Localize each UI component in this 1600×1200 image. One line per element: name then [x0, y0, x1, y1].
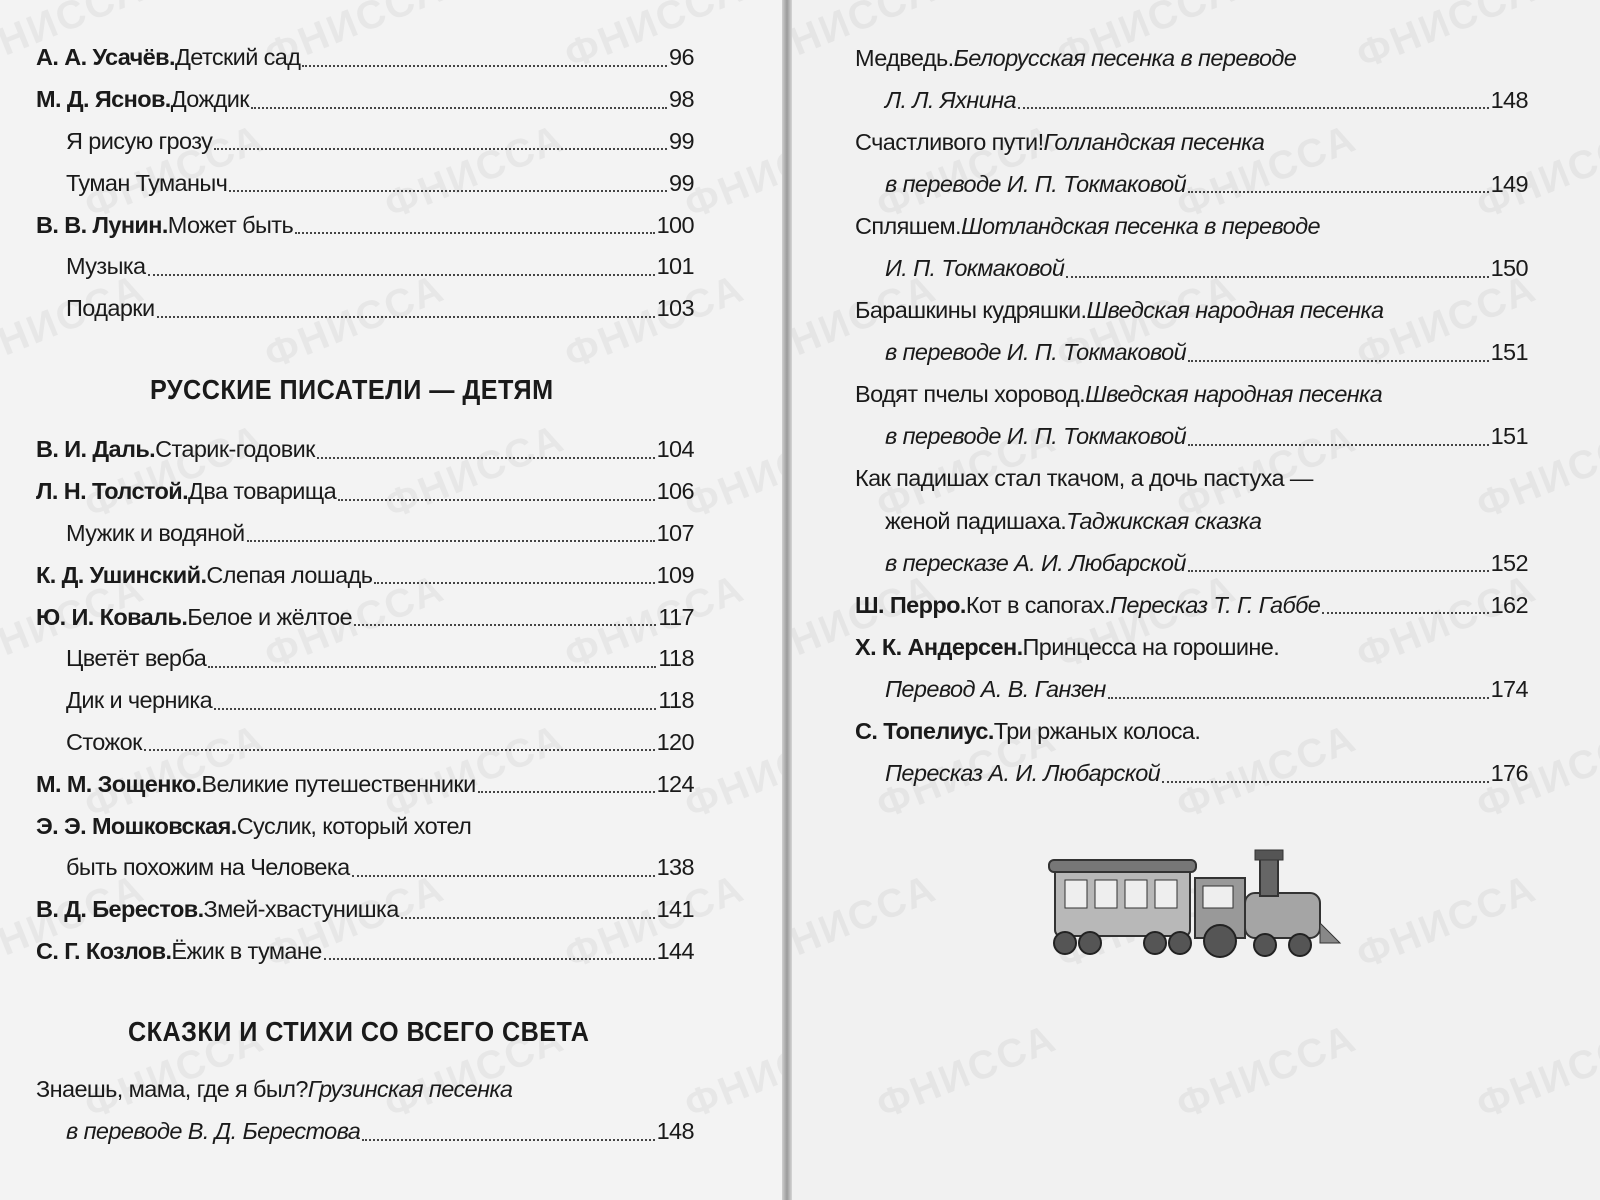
toc-author: Л. Н. Толстой. — [36, 478, 189, 505]
toc-entry — [36, 79, 694, 121]
toc-entry — [855, 332, 1528, 374]
dot-leader — [352, 875, 655, 877]
toc-author: В. И. Даль. — [36, 436, 156, 463]
toc-page-number: 148 — [656, 1118, 694, 1145]
toc-section-2 — [36, 429, 694, 972]
toc-page-number: 176 — [1490, 760, 1528, 787]
toc-title: Знаешь, мама, где я был? — [36, 1076, 308, 1103]
toc-page-number: 118 — [658, 645, 694, 672]
toc-title: Спляшем. — [855, 212, 961, 239]
toc-entry — [855, 247, 1528, 289]
toc-title: Слепая лошадь — [206, 561, 373, 588]
toc-section-right — [855, 37, 1528, 795]
toc-entry — [36, 513, 694, 555]
dot-leader — [229, 190, 667, 192]
toc-title: Три ржаных колоса. — [993, 718, 1201, 745]
toc-note: Шведская народная песенка — [1085, 381, 1383, 408]
toc-author: М. Д. Яснов. — [36, 86, 171, 113]
dot-leader — [1188, 570, 1489, 572]
toc-entry — [855, 416, 1528, 458]
dot-leader — [208, 666, 656, 668]
section-heading-russian-writers: РУССКИЕ ПИСАТЕЛИ — ДЕТЯМ — [150, 374, 554, 405]
toc-title: Стожок — [66, 728, 142, 755]
toc-title: Детский сад — [174, 44, 301, 71]
toc-page-number: 118 — [658, 687, 694, 714]
left-page — [0, 0, 782, 1200]
toc-page-number: 174 — [1490, 675, 1528, 702]
toc-page-number: 99 — [669, 169, 694, 196]
dot-leader — [401, 917, 655, 919]
toc-title: Два товарища — [188, 478, 337, 505]
toc-title: Дождик — [170, 86, 249, 113]
toc-title: Цветёт верба — [66, 645, 207, 672]
dot-leader — [148, 274, 655, 276]
toc-entry — [36, 889, 694, 931]
dot-leader — [214, 148, 667, 150]
watermark — [870, 1016, 1063, 1129]
dot-leader — [1066, 276, 1488, 278]
toc-entry — [855, 79, 1528, 121]
toc-page-number: 103 — [656, 295, 694, 322]
toc-note: в переводе И. П. Токмаковой — [885, 170, 1187, 197]
watermark — [792, 866, 943, 979]
toc-title: Как падишах стал ткачом, а дочь пастуха — — [855, 465, 1313, 492]
toc-page-number: 117 — [658, 603, 694, 630]
toc-entry — [36, 680, 694, 722]
toc-title: женой падишаха. — [885, 507, 1067, 534]
toc-entry — [36, 638, 694, 680]
toc-note: Шотландская песенка в переводе — [960, 212, 1320, 239]
toc-author: Ю. И. Коваль. — [36, 603, 188, 630]
toc-title: Ёжик в тумане — [171, 937, 322, 964]
toc-author: В. В. Лунин. — [36, 211, 168, 238]
dot-leader — [295, 232, 654, 234]
toc-entry — [855, 584, 1528, 626]
toc-author: В. Д. Берестов. — [36, 896, 204, 923]
toc-entry — [855, 753, 1528, 795]
toc-author: Э. Э. Мошковская. — [36, 812, 237, 839]
toc-author: Х. К. Андерсен. — [855, 633, 1023, 660]
right-page — [792, 0, 1600, 1200]
toc-page-number: 152 — [1490, 549, 1528, 576]
toc-page-number: 124 — [656, 770, 694, 797]
toc-entry — [36, 847, 694, 889]
toc-title: Суслик, который хотел — [236, 812, 472, 839]
watermark — [1350, 866, 1543, 979]
toc-page-number: 120 — [656, 728, 694, 755]
toc-title: Счастливого пути! — [855, 128, 1044, 155]
watermark — [1170, 1016, 1363, 1129]
toc-entry — [855, 711, 1528, 753]
toc-title: Дик и черника — [66, 687, 213, 714]
toc-entry — [36, 288, 694, 330]
toc-entry — [36, 471, 694, 513]
toc-entry — [36, 722, 694, 764]
toc-note: Перевод А. В. Ганзен — [885, 675, 1106, 702]
toc-entry — [855, 163, 1528, 205]
toc-page-number: 141 — [656, 896, 694, 923]
toc-entry — [855, 37, 1528, 79]
toc-entry — [855, 500, 1528, 542]
book-gutter — [782, 0, 792, 1200]
toc-title: Кот в сапогах. — [965, 591, 1110, 618]
dot-leader — [144, 749, 655, 751]
section-heading-world-tales: СКАЗКИ И СТИХИ СО ВСЕГО СВЕТА — [128, 1016, 590, 1047]
toc-entry — [36, 596, 694, 638]
toc-title: Я рисую грозу — [66, 127, 213, 154]
toc-note: Пересказ Т. Г. Габбе — [1110, 591, 1321, 618]
toc-page-number: 106 — [656, 478, 694, 505]
dot-leader — [478, 791, 655, 793]
toc-note: в переводе И. П. Токмаковой — [885, 339, 1187, 366]
toc-page-number: 107 — [656, 519, 694, 546]
dot-leader — [1108, 697, 1489, 699]
toc-page-number: 96 — [669, 44, 694, 71]
toc-title: Старик-годовик — [155, 436, 315, 463]
toc-page-number: 150 — [1490, 255, 1528, 282]
toc-page-number: 144 — [656, 937, 694, 964]
toc-title: Музыка — [66, 253, 146, 280]
toc-entry — [36, 204, 694, 246]
dot-leader — [1188, 360, 1489, 362]
toc-author: А. А. Усачёв. — [36, 44, 175, 71]
watermark — [1470, 1016, 1600, 1129]
toc-section-3 — [36, 1069, 694, 1153]
dot-leader — [362, 1139, 654, 1141]
toc-title: Может быть — [167, 211, 294, 238]
dot-leader — [214, 708, 656, 710]
dot-leader — [1322, 612, 1488, 614]
toc-note: в переводе В. Д. Берестова — [66, 1118, 361, 1145]
toc-page-number: 101 — [656, 253, 694, 280]
toc-entry — [36, 763, 694, 805]
toc-author: М. М. Зощенко. — [36, 770, 202, 797]
toc-entry — [36, 1111, 694, 1153]
toc-entry — [855, 121, 1528, 163]
toc-title: Туман Туманыч — [66, 169, 228, 196]
train-illustration — [1045, 848, 1345, 963]
dot-leader — [324, 958, 655, 960]
toc-author: С. Г. Козлов. — [36, 937, 172, 964]
toc-note: Шведская народная песенка — [1086, 297, 1384, 324]
toc-page-number: 98 — [669, 86, 694, 113]
dot-leader — [1188, 191, 1489, 193]
toc-entry — [36, 37, 694, 79]
toc-entry — [855, 458, 1528, 500]
dot-leader — [251, 107, 667, 109]
toc-author: Ш. Перро. — [855, 591, 966, 618]
toc-entry — [36, 121, 694, 163]
dot-leader — [317, 457, 655, 459]
toc-page-number: 138 — [656, 854, 694, 881]
toc-note: в переводе И. П. Токмаковой — [885, 423, 1187, 450]
toc-title: Медведь. — [855, 44, 954, 71]
toc-entry — [36, 805, 694, 847]
toc-page-number: 109 — [656, 561, 694, 588]
toc-title: Мужик и водяной — [66, 519, 245, 546]
dot-leader — [157, 316, 655, 318]
toc-note: Грузинская песенка — [307, 1076, 513, 1103]
toc-entry — [855, 542, 1528, 584]
dot-leader — [338, 499, 655, 501]
toc-page-number: 149 — [1490, 170, 1528, 197]
toc-note: И. П. Токмаковой — [885, 255, 1065, 282]
toc-page-number: 99 — [669, 127, 694, 154]
toc-page-number: 148 — [1490, 86, 1528, 113]
toc-title: Водят пчелы хоровод. — [855, 381, 1086, 408]
toc-entry — [855, 205, 1528, 247]
toc-entry — [855, 668, 1528, 710]
toc-title: Подарки — [66, 295, 155, 322]
toc-title: Белое и жёлтое — [187, 603, 353, 630]
toc-entry — [855, 290, 1528, 332]
dot-leader — [354, 624, 656, 626]
toc-entry — [36, 931, 694, 973]
toc-section-1 — [36, 37, 694, 330]
toc-title: Принцесса на горошине. — [1022, 633, 1280, 660]
toc-author: С. Топелиус. — [855, 718, 994, 745]
toc-page-number: 151 — [1490, 339, 1528, 366]
toc-title: Великие путешественники — [201, 770, 476, 797]
dot-leader — [1188, 444, 1489, 446]
toc-entry — [855, 626, 1528, 668]
toc-entry — [855, 374, 1528, 416]
toc-page-number: 162 — [1490, 591, 1528, 618]
toc-author: К. Д. Ушинский. — [36, 561, 207, 588]
dot-leader — [1018, 107, 1489, 109]
toc-note: Л. Л. Яхнина — [885, 86, 1016, 113]
toc-entry — [36, 1069, 694, 1111]
dot-leader — [1162, 781, 1488, 783]
toc-entry — [36, 429, 694, 471]
toc-note: Белорусская песенка в переводе — [953, 44, 1297, 71]
toc-page-number: 104 — [656, 436, 694, 463]
toc-note: Пересказ А. И. Любарской — [885, 760, 1161, 787]
toc-title: Барашкины кудряшки. — [855, 297, 1087, 324]
toc-entry — [36, 554, 694, 596]
toc-note: Голландская песенка — [1043, 128, 1265, 155]
dot-leader — [374, 582, 654, 584]
toc-entry — [36, 246, 694, 288]
toc-page-number: 151 — [1490, 423, 1528, 450]
toc-page-number: 100 — [656, 211, 694, 238]
dot-leader — [302, 65, 667, 67]
toc-note: Таджикская сказка — [1066, 507, 1262, 534]
toc-note: в пересказе А. И. Любарской — [885, 549, 1186, 576]
toc-entry — [36, 162, 694, 204]
dot-leader — [247, 540, 655, 542]
toc-title: Змей-хвастунишка — [203, 896, 399, 923]
toc-title: быть похожим на Человека — [66, 854, 350, 881]
